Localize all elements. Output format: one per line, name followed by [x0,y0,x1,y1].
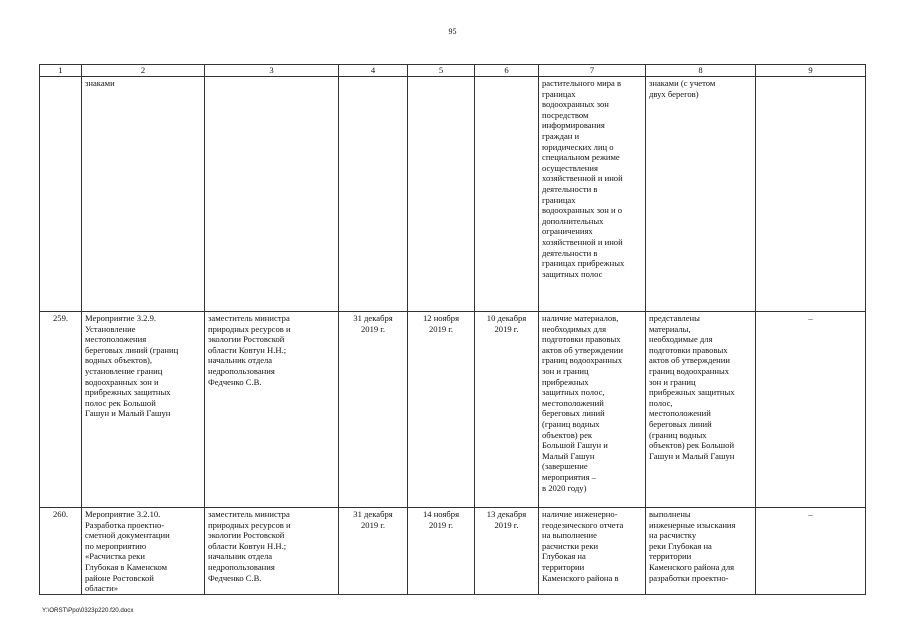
column-header: 6 [475,65,539,77]
expected-result: растительного мира в границах водоохранных зон посредством информирования граждан и юридических лиц о специальном режиме осуществления хозяйственной и иной деятельности в границах водоохранных зон и о дополнительных ограничениях хозяйственной и иной деятельности в границах прибрежных защитных полос [539,77,646,312]
column-header: 7 [539,65,646,77]
table-row [40,508,866,595]
end-date: 13 декабря 2019 г. [475,508,539,595]
column-number-row [40,65,866,77]
actual-result: знаками (с учетом двух берегов) [646,77,756,312]
end-date: 10 декабря 2019 г. [475,312,539,508]
table-row [40,312,866,508]
planned-date: 31 декабря 2019 г. [339,312,408,508]
row-number: 259. [40,312,82,508]
column-header: 4 [339,65,408,77]
note [756,77,866,312]
note: – [756,312,866,508]
file-path-footer: Y:\ORST\Ppo\0323p220.f20.docx [42,607,134,614]
events-table [39,64,866,595]
row-number: 260. [40,508,82,595]
responsible [205,77,339,312]
column-header: 8 [646,65,756,77]
responsible: заместитель министра природных ресурсов и экологии Ростовской области Ковтун Н.Н.; начальник отдела недропользования Федченко С.В. [205,312,339,508]
event-name: Мероприятие 3.2.10. Разработка проектно- сметной документации по мероприятию «Расчистка реки Глубокая в Каменском районе Ростовской области» [82,508,205,595]
actual-result: выполнены инженерные изыскания на расчистку реки Глубокая на территории Каменского района для разработки проектно- [646,508,756,595]
planned-date [339,77,408,312]
column-header: 2 [82,65,205,77]
event-name: Мероприятие 3.2.9. Установление местоположения береговых линий (границ водных объектов), установление границ водоохранных зон и прибрежных защитных полос рек Большой Гашун и Малый Гашун [82,312,205,508]
start-date: 14 ноября 2019 г. [408,508,475,595]
start-date: 12 ноября 2019 г. [408,312,475,508]
end-date [475,77,539,312]
planned-date: 31 декабря 2019 г. [339,508,408,595]
column-header: 1 [40,65,82,77]
start-date [408,77,475,312]
responsible: заместитель министра природных ресурсов и экологии Ростовской области Ковтун Н.Н.; начальник отдела недропользования Федченко С.В. [205,508,339,595]
column-header: 5 [408,65,475,77]
expected-result: наличие материалов, необходимых для подготовки правовых актов об утверждении границ водоохранных зон и границ прибрежных защитных полос, местоположений береговых линий (границ водных объектов) рек Большой Гашун и Малый Гашун (завершение мероприятия – в 2020 году) [539,312,646,508]
event-name: знаками [82,77,205,312]
page-number: 95 [448,27,457,36]
expected-result: наличие инженерно- геодезического отчета на выполнение расчистки реки Глубокая на территории Каменского района в [539,508,646,595]
row-number [40,77,82,312]
table-row [40,77,866,312]
column-header: 3 [205,65,339,77]
note: – [756,508,866,595]
column-header: 9 [756,65,866,77]
actual-result: представлены материалы, необходимые для подготовки правовых актов об утверждении границ водоохранных зон и границ прибрежных защитных полос, местоположений береговых линий (границ водных объектов) рек Большой Гашун и Малый Гашун [646,312,756,508]
